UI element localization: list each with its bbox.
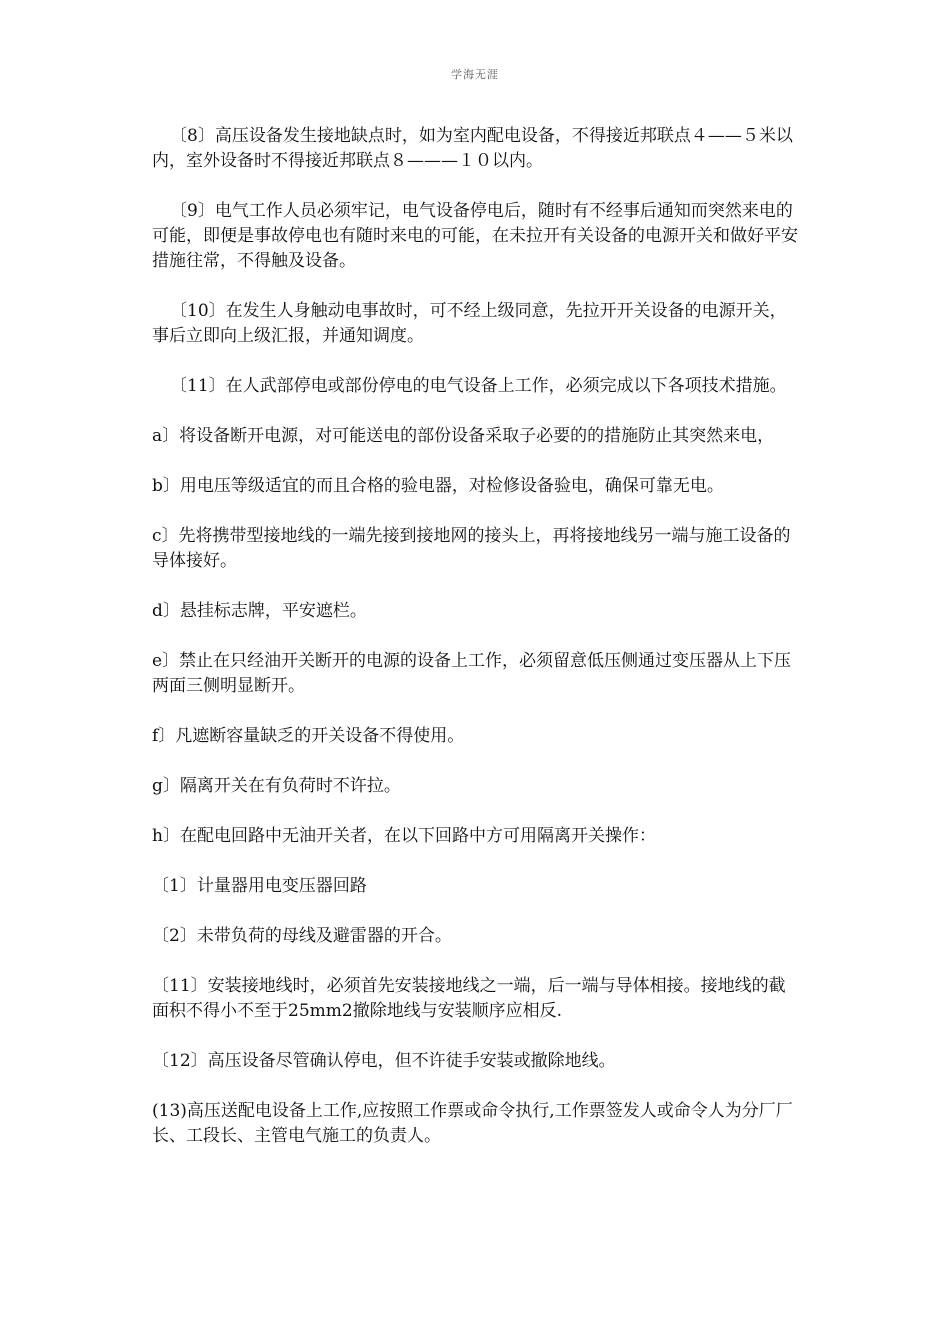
paragraph-item-11-grounding: 〔11〕安装接地线时，必须首先安装接地线之一端，后一端与导体相接。接地线的截面积不得小不至于25mm2撤除地线与安装顺序应相反. — [152, 976, 786, 1021]
paragraph-item-12: 〔12〕高压设备尽管确认停电，但不许徒手安装或撤除地线。 — [152, 1051, 616, 1071]
paragraph-item-9: 〔9〕电气工作人员必须牢记，电气设备停电后，随时有不经事后通知而突然来电的可能，即便是事故停电也有随时来电的可能，在未拉开有关设备的电源开关和做好平安措施往常，不得触及设备。 — [152, 201, 798, 271]
paragraph-subitem-d: d〕悬挂标志牌，平安遮栏。 — [152, 601, 367, 621]
paragraph-item-10: 〔10〕在发生人身触动电事故时，可不经上级同意，先拉开开关设备的电源开关，事后立即向上级汇报，并通知调度。 — [152, 301, 787, 346]
paragraph-item-13: (13)高压送配电设备上工作,应按照工作票或命令执行,工作票签发人或命令人为分厂厂长、工段长、主管电气施工的负责人。 — [152, 1101, 793, 1146]
paragraph-subitem-1: 〔1〕计量器用电变压器回路 — [152, 876, 367, 896]
page-header: 学海无涯 — [451, 68, 499, 81]
paragraph-subitem-h: h〕在配电回路中无油开关者，在以下回路中方可用隔离开关操作： — [152, 826, 656, 846]
paragraph-subitem-f: f〕凡遮断容量缺乏的开关设备不得使用。 — [152, 726, 465, 746]
paragraph-subitem-2: 〔2〕未带负荷的母线及避雷器的开合。 — [152, 926, 452, 946]
paragraph-subitem-b: b〕用电压等级适宜的而且合格的验电器，对检修设备验电，确保可靠无电。 — [152, 476, 724, 496]
paragraph-subitem-a: a〕将设备断开电源，对可能送电的部份设备采取子必要的的措施防止其突然来电， — [152, 426, 775, 446]
paragraph-item-11: 〔11〕在人武部停电或部份停电的电气设备上工作，必须完成以下各项技术措施。 — [170, 376, 787, 396]
paragraph-item-8: 〔8〕高压设备发生接地缺点时，如为室内配电设备，不得接近邦联点４——５米以内，室外设备时不得接近邦联点８———１０以内。 — [152, 126, 793, 171]
paragraph-subitem-e: e〕禁止在只经油开关断开的电源的设备上工作，必须留意低压侧通过变压器从上下压两面三侧明显断开。 — [152, 651, 792, 696]
paragraph-subitem-g: g〕隔离开关在有负荷时不许拉。 — [152, 776, 401, 796]
paragraph-subitem-c: c〕先将携带型接地线的一端先接到接地网的接头上，再将接地线另一端与施工设备的导体接好。 — [152, 526, 791, 571]
document-body — [152, 124, 800, 1174]
